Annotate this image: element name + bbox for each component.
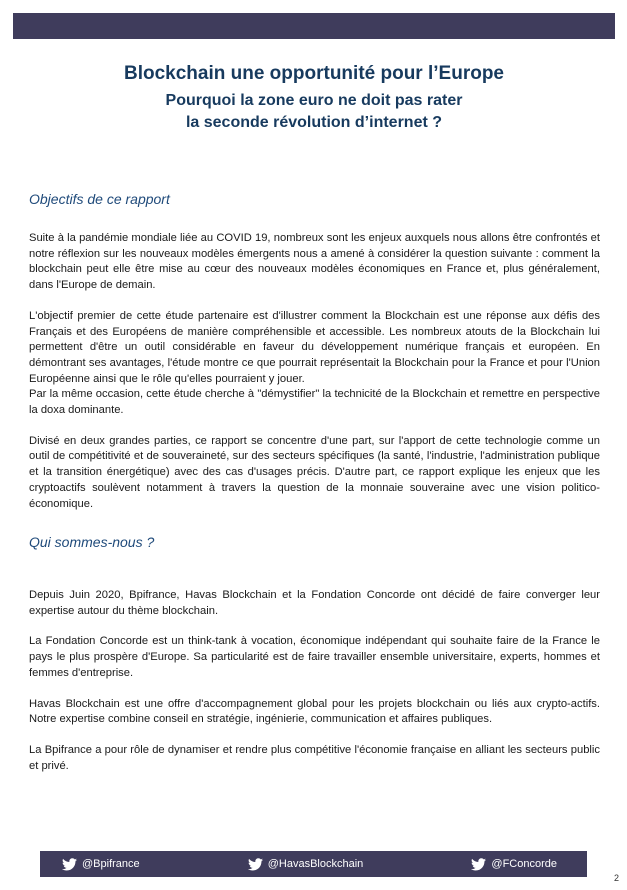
section-heading-objectifs: Objectifs de ce rapport — [29, 191, 170, 207]
social-handle-label: @HavasBlockchain — [267, 858, 364, 870]
twitter-bird-icon — [62, 858, 77, 871]
paragraph: Depuis Juin 2020, Bpifrance, Havas Blockchain et la Fondation Concorde ont décidé de faire converger leur expertise autour du thème blockchain. — [29, 589, 600, 617]
paragraph: Divisé en deux grandes parties, ce rapport se concentre d'une part, sur l'apport de cette technologie comme un outil de compétitivité et de souveraineté, sur des secteurs spécifiques (la santé, l'industrie, l'administration publique et la transition énergétique) avec des cas d'usages précis. D'autre part, ce rapport explique les enjeux que les cryptoactifs soulèvent notamment à travers la question de la monnaie souveraine avec une vision politico-économique. — [29, 434, 600, 510]
social-handle-bpifrance[interactable] — [62, 858, 140, 871]
document-subtitle-line-2: la seconde révolution d’internet ? — [185, 114, 443, 131]
social-handle-fconcorde[interactable] — [471, 858, 557, 871]
social-handle-label: @FConcorde — [491, 858, 557, 870]
footer-bar — [40, 851, 587, 877]
social-handle-havasblockchain[interactable] — [248, 858, 364, 871]
paragraph: L'objectif premier de cette étude partenaire est d'illustrer comment la Blockchain est une réponse aux défis des Français et des Européens de manière compréhensible et accessible. Les nombreux atouts de la Blockchain lui permettent d'être un outil considérable en faveur du développement numérique français et européen. En démontrant ses avantages, l'étude montre ce que pourrait représentait la Blockchain pour la France et pour l'Union Européenne ainsi que le rôle qu'elles pourraient y jouer. — [29, 309, 600, 385]
twitter-bird-icon — [248, 858, 263, 871]
social-handle-label: @Bpifrance — [82, 858, 140, 870]
page-number: 2 — [613, 873, 619, 883]
paragraph: La Fondation Concorde est un think-tank à vocation, économique indépendant qui souhaite faire de la France le pays le plus prospère d'Europe. Sa particularité est de faire travailler ensemble universitaire, experts, hommes et femmes d'entreprise. — [29, 635, 600, 679]
document-title: Blockchain une opportunité pour l’Europe — [123, 63, 504, 84]
document-subtitle-line-1: Pourquoi la zone euro ne doit pas rater — [165, 92, 463, 109]
paragraph: La Bpifrance a pour rôle de dynamiser et rendre plus compétitive l'économie française en alliant les secteurs public et privé. — [29, 743, 600, 772]
section-heading-qui-sommes-nous: Qui sommes-nous ? — [29, 534, 155, 550]
paragraph: Havas Blockchain est une offre d'accompagnement global pour les projets blockchain ou liés aux crypto-actifs. Notre expertise combine conseil en stratégie, ingénierie, communication et affaires publiques. — [29, 697, 600, 726]
paragraph: Par la même occasion, cette étude cherche à "démystifier" la technicité de la Blockchain et remettre en perspective la doxa dominante. — [29, 388, 600, 417]
header-bar — [13, 13, 615, 39]
title-block — [13, 62, 615, 134]
twitter-bird-icon — [471, 858, 486, 871]
paragraph: Suite à la pandémie mondiale liée au COVID 19, nombreux sont les enjeux auxquels nous allons être confrontés et notre réflexion sur les nouveaux modèles émergents nous a amené à considérer la question suivante : comment la blockchain peut elle être mise au cœur des nouveaux modèles économiques en France et, plus généralement, dans l'Europe de demain. — [29, 232, 600, 292]
section-body-objectifs — [29, 231, 600, 527]
section-body-qui-sommes-nous — [29, 588, 600, 789]
